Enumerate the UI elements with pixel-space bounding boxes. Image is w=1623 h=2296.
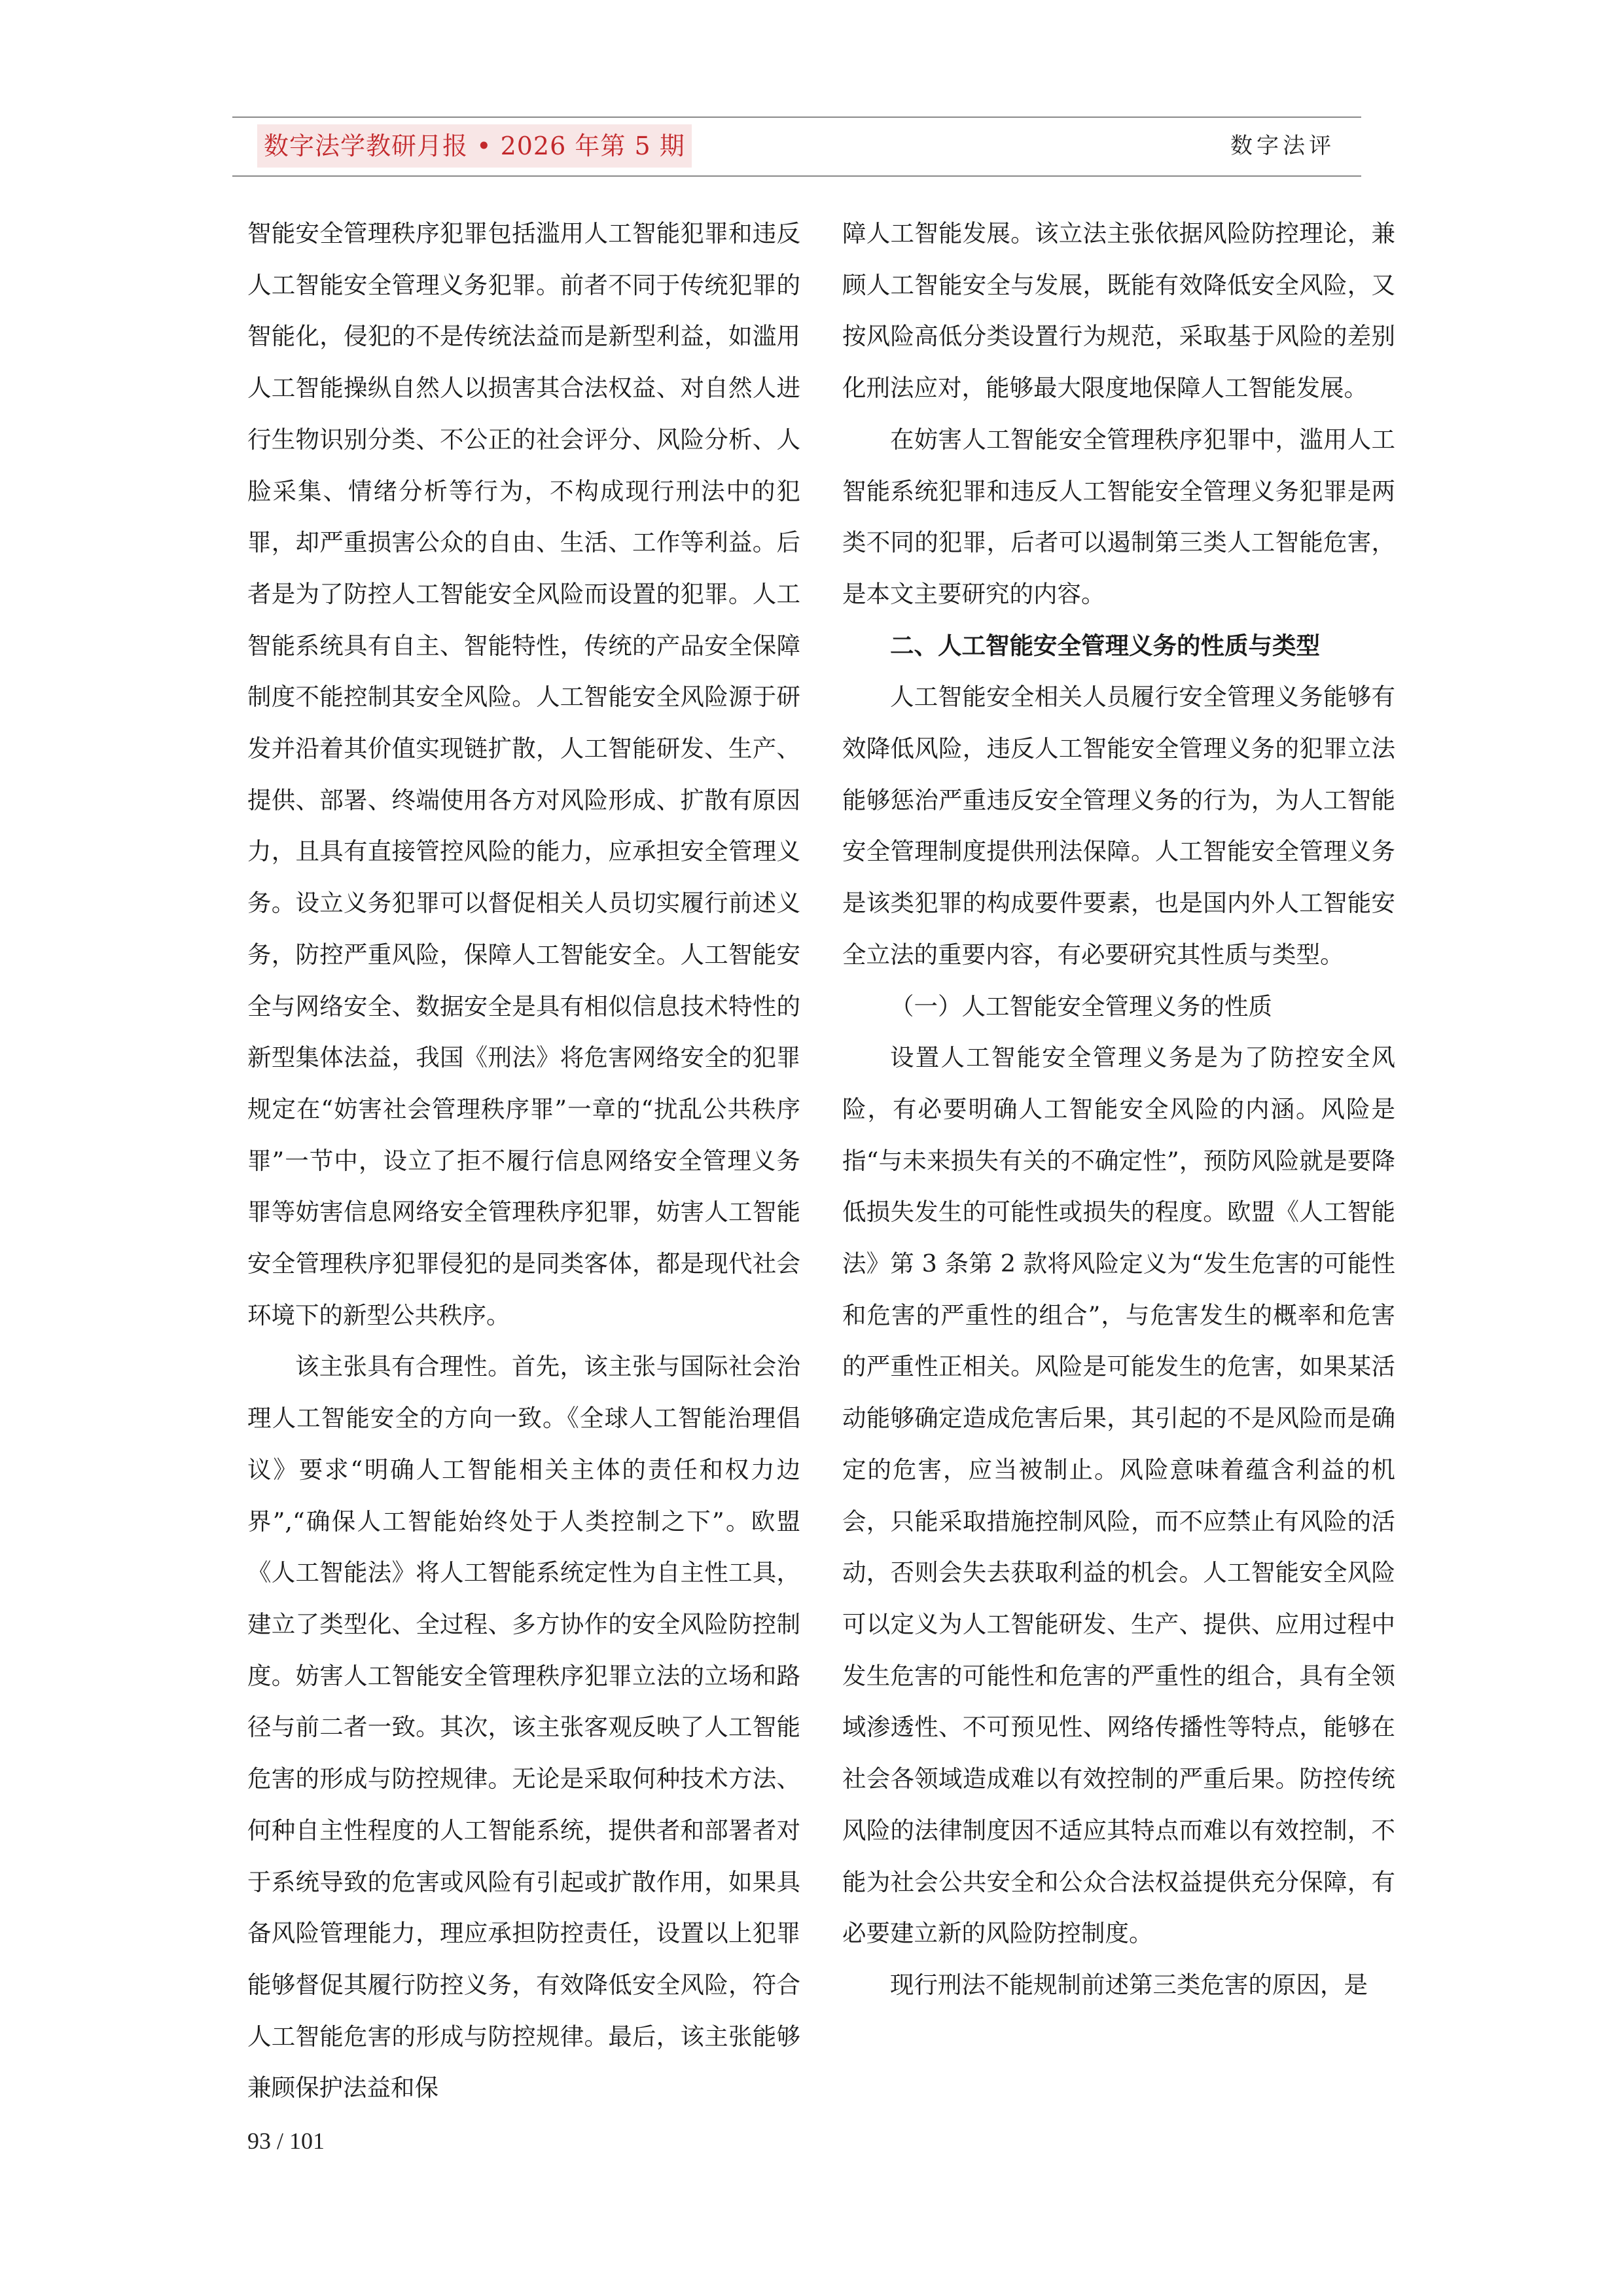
section-heading: 二、人工智能安全管理义务的性质与类型 — [890, 631, 1320, 660]
left-column — [247, 208, 800, 2114]
paragraph: 在妨害人工智能安全管理秩序犯罪中，滥用人工智能系统犯罪和违反人工智能安全管理义务犯罪是两类不同的犯罪，后者可以遏制第三类人工智能危害，是本文主要研究的内容。 — [842, 425, 1395, 608]
paragraph: 设置人工智能安全管理义务是为了防控安全风险，有必要明确人工智能安全风险的内涵。风险是指“与未来损失有关的不确定性”，预防风险就是要降低损失发生的可能性或损失的程度。欧盟《人工智能法》第 3 条第 2 款将风险定义为“发生危害的可能性和危害的严重性的组合”，与危害发生的概率和危害的严重性正相关。风险是可能发生的危害，如果某活动能够确定造成危害后果，其引起的不是风险而是确定的危害，应当被制止。风险意味着蕴含利益的机会，只能采取措施控制风险，而不应禁止有风险的活动，否则会失去获取利益的机会。人工智能安全风险可以定义为人工智能研发、生产、提供、应用过程中发生危害的可能性和危害的严重性的组合，具有全领域渗透性、不可预见性、网络传播性等特点，能够在社会各领域造成难以有效控制的严重后果。防控传统风险的法律制度因不适应其特点而难以有效控制，不能为社会公共安全和公众合法权益提供充分保障，有必要建立新的风险防控制度。 — [842, 1043, 1395, 1948]
journal-title: 数字法学教研月报 • 2026 年第 5 期 — [257, 124, 692, 168]
page-number: 93 / 101 — [247, 2128, 325, 2154]
paragraph: 该主张具有合理性。首先，该主张与国际社会治理人工智能安全的方向一致。《全球人工智能治理倡议》要求“明确人工智能相关主体的责任和权力边界”,“确保人工智能始终处于人类控制之下”。欧盟《人工智能法》将人工智能系统定性为自主性工具，建立了类型化、全过程、多方协作的安全风险防控制度。妨害人工智能安全管理秩序犯罪立法的立场和路径与前二者一致。其次，该主张客观反映了人工智能危害的形成与防控规律。无论是采取何种技术方法、何种自主性程度的人工智能系统，提供者和部署者对于系统导致的危害或风险有引起或扩散作用，如果具备风险管理能力，理应承担防控责任，设置以上犯罪能够督促其履行防控义务，有效降低安全风险，符合人工智能危害的形成与防控规律。最后，该主张能够兼顾保护法益和保 — [247, 1352, 800, 2102]
paragraph: 人工智能安全相关人员履行安全管理义务能够有效降低风险，违反人工智能安全管理义务的犯罪立法能够惩治严重违反安全管理义务的行为，为人工智能安全管理制度提供刑法保障。人工智能安全管理义务是该类犯罪的构成要件要素，也是国内外人工智能安全立法的重要内容，有必要研究其性质与类型。 — [842, 683, 1395, 969]
section-name: 数字法评 — [1230, 133, 1335, 159]
paragraph: 智能安全管理秩序犯罪包括滥用人工智能犯罪和违反人工智能安全管理义务犯罪。前者不同于传统犯罪的智能化，侵犯的不是传统法益而是新型利益，如滥用人工智能操纵自然人以损害其合法权益、对自然人进行生物识别分类、不公正的社会评分、风险分析、人脸采集、情绪分析等行为，不构成现行刑法中的犯罪，却严重损害公众的自由、生活、工作等利益。后者是为了防控人工智能安全风险而设置的犯罪。人工智能系统具有自主、智能特性，传统的产品安全保障制度不能控制其安全风险。人工智能安全风险源于研发并沿着其价值实现链扩散，人工智能研发、生产、提供、部署、终端使用各方对风险形成、扩散有原因力，且具有直接管控风险的能力，应承担安全管理义务。设立义务犯罪可以督促相关人员切实履行前述义务，防控严重风险，保障人工智能安全。人工智能安全与网络安全、数据安全是具有相似信息技术特性的新型集体法益，我国《刑法》将危害网络安全的犯罪规定在“妨害社会管理秩序罪”一章的“扰乱公共秩序罪”一节中，设立了拒不履行信息网络安全管理义务罪等妨害信息网络安全管理秩序犯罪，妨害人工智能安全管理秩序犯罪侵犯的是同类客体，都是现代社会环境下的新型公共秩序。 — [247, 219, 800, 1329]
subsection-heading: （一）人工智能安全管理义务的性质 — [890, 992, 1272, 1020]
paragraph: 现行刑法不能规制前述第三类危害的原因，是 — [890, 1970, 1368, 1999]
right-column — [842, 208, 1395, 2011]
running-header — [232, 117, 1361, 177]
paragraph: 障人工智能发展。该立法主张依据风险防控理论，兼顾人工智能安全与发展，既能有效降低安全风险，又按风险高低分类设置行为规范，采取基于风险的差别化刑法应对，能够最大限度地保障人工智能发展。 — [842, 219, 1395, 403]
